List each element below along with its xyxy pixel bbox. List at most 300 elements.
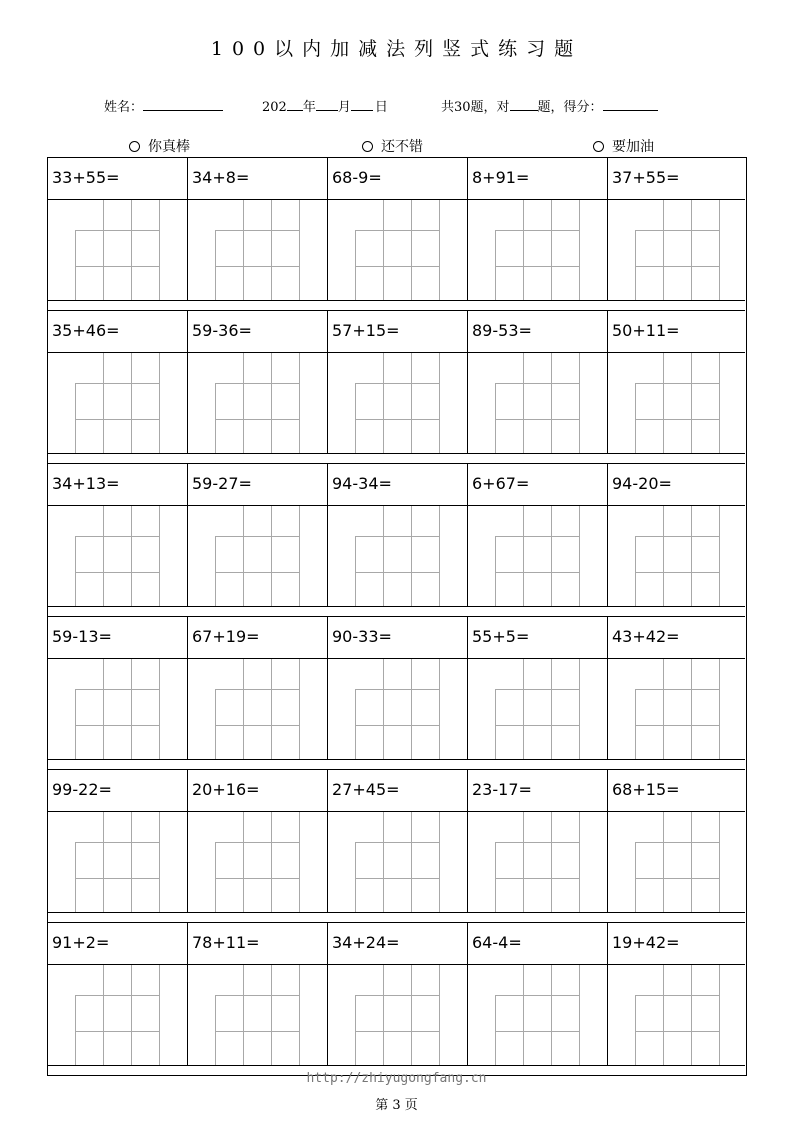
work-area-cell[interactable]: [48, 200, 188, 300]
circle-icon[interactable]: [129, 141, 140, 152]
work-area-cell[interactable]: [468, 506, 608, 606]
problem-cell: [48, 617, 188, 658]
total-suffix: 题，得分：: [537, 100, 603, 115]
problem-text: 34+24=: [332, 933, 400, 952]
grid-line: [299, 812, 300, 912]
grid-line: [663, 812, 664, 912]
problem-row: [48, 770, 745, 812]
grid-line: [495, 842, 496, 912]
problem-text: 34+13=: [52, 474, 120, 493]
work-area-cell[interactable]: [188, 353, 328, 453]
grid-line: [215, 842, 299, 843]
vertical-calculation-grid: [635, 965, 719, 1065]
vertical-calculation-grid: [495, 965, 579, 1065]
problem-text: 19+42=: [612, 933, 680, 952]
name-label: 姓名：: [104, 100, 144, 115]
problem-row: [48, 464, 745, 506]
work-area-cell[interactable]: [328, 965, 468, 1065]
grid-line: [635, 536, 636, 606]
grid-line: [215, 995, 216, 1065]
grid-line: [355, 419, 439, 420]
grid-line: [719, 812, 720, 912]
problem-row-block: [48, 464, 745, 606]
grid-line: [75, 572, 159, 573]
grid-line: [215, 689, 216, 759]
work-area-cell[interactable]: [188, 965, 328, 1065]
vertical-calculation-grid: [215, 506, 299, 606]
grid-line: [579, 812, 580, 912]
problem-cell: [608, 617, 745, 658]
grid-line: [411, 200, 412, 300]
grid-line: [271, 200, 272, 300]
grid-line: [495, 689, 496, 759]
problem-cell: [328, 617, 468, 658]
work-area-cell[interactable]: [48, 353, 188, 453]
grid-line: [215, 230, 216, 300]
grid-line: [75, 230, 159, 231]
year-label: 年: [302, 100, 316, 115]
problem-text: 43+42=: [612, 627, 680, 646]
grid-line: [355, 995, 356, 1065]
grid-line: [495, 383, 496, 453]
problem-text: 27+45=: [332, 780, 400, 799]
problem-text: 23-17=: [472, 780, 532, 799]
total-prefix: 共30题，对: [441, 100, 510, 115]
grid-line: [75, 995, 76, 1065]
day-blank[interactable]: [351, 97, 373, 111]
grid-line: [75, 419, 159, 420]
grid-line: [663, 965, 664, 1065]
problem-text: 35+46=: [52, 321, 120, 340]
circle-icon[interactable]: [362, 141, 373, 152]
source-url: http://zhiyugongfang.cn: [306, 1071, 487, 1086]
work-area-cell[interactable]: [608, 659, 745, 759]
rating-label: 还不错: [381, 139, 423, 155]
row-separator-line: [48, 453, 745, 454]
grid-line: [663, 659, 664, 759]
grid-line: [243, 506, 244, 606]
grid-line: [75, 842, 159, 843]
problem-text: 91+2=: [52, 933, 110, 952]
grid-line: [243, 659, 244, 759]
grid-line: [299, 965, 300, 1065]
vertical-calculation-grid: [75, 200, 159, 300]
rating-option-great[interactable]: [129, 136, 190, 156]
grid-line: [635, 383, 719, 384]
problem-cell: [608, 158, 745, 199]
grid-line: [635, 842, 636, 912]
grid-line: [551, 812, 552, 912]
problem-row: [48, 311, 745, 353]
work-area-cell[interactable]: [188, 659, 328, 759]
problem-cell: [188, 311, 328, 352]
grid-line: [215, 995, 299, 996]
problem-row-block: [48, 770, 745, 912]
work-area-cell[interactable]: [328, 812, 468, 912]
grid-line: [719, 659, 720, 759]
grid-line: [215, 419, 299, 420]
grid-line: [579, 659, 580, 759]
date-field[interactable]: [262, 96, 388, 115]
work-row: [48, 506, 745, 606]
grid-line: [75, 725, 159, 726]
work-row: [48, 200, 745, 300]
grid-line: [355, 725, 439, 726]
grid-line: [719, 200, 720, 300]
grid-line: [495, 383, 579, 384]
grid-line: [131, 812, 132, 912]
grid-line: [75, 689, 76, 759]
grid-line: [75, 689, 159, 690]
vertical-calculation-grid: [495, 506, 579, 606]
problem-cell: [188, 617, 328, 658]
grid-line: [691, 659, 692, 759]
work-area-cell[interactable]: [608, 506, 745, 606]
vertical-calculation-grid: [355, 200, 439, 300]
work-area-cell[interactable]: [48, 812, 188, 912]
grid-line: [523, 812, 524, 912]
month-blank[interactable]: [316, 97, 338, 111]
vertical-calculation-grid: [635, 812, 719, 912]
problem-row: [48, 617, 745, 659]
grid-line: [411, 659, 412, 759]
problem-text: 94-20=: [612, 474, 672, 493]
problem-cell: [608, 923, 745, 964]
grid-line: [523, 200, 524, 300]
grid-line: [355, 536, 356, 606]
grid-line: [495, 266, 579, 267]
grid-line: [355, 383, 356, 453]
grid-line: [635, 995, 636, 1065]
problem-cell: [188, 464, 328, 505]
vertical-calculation-grid: [355, 506, 439, 606]
vertical-calculation-grid: [215, 812, 299, 912]
work-area-cell[interactable]: [468, 965, 608, 1065]
problem-cell: [328, 770, 468, 811]
problem-text: 37+55=: [612, 168, 680, 187]
grid-line: [103, 659, 104, 759]
grid-line: [635, 689, 636, 759]
work-area-cell[interactable]: [188, 200, 328, 300]
grid-line: [75, 266, 159, 267]
problem-text: 20+16=: [192, 780, 260, 799]
grid-line: [439, 200, 440, 300]
name-field[interactable]: [104, 96, 223, 115]
grid-line: [579, 965, 580, 1065]
problem-text: 59-13=: [52, 627, 112, 646]
page-number: 第 3 页: [375, 1098, 418, 1113]
problem-row-block: [48, 311, 745, 453]
vertical-calculation-grid: [215, 200, 299, 300]
grid-line: [215, 383, 299, 384]
grid-line: [495, 230, 496, 300]
problem-row-block: [48, 617, 745, 759]
grid-line: [551, 659, 552, 759]
vertical-calculation-grid: [215, 353, 299, 453]
grid-line: [691, 353, 692, 453]
year-prefix: 202: [262, 100, 287, 115]
grid-line: [495, 878, 579, 879]
grid-line: [495, 1031, 579, 1032]
problem-text: 57+15=: [332, 321, 400, 340]
vertical-calculation-grid: [635, 659, 719, 759]
grid-line: [383, 506, 384, 606]
correct-count-blank[interactable]: [510, 97, 538, 111]
rating-option-try-harder[interactable]: [593, 136, 654, 156]
grid-line: [439, 812, 440, 912]
work-area-cell[interactable]: [328, 506, 468, 606]
problem-cell: [468, 923, 608, 964]
problem-cell: [608, 770, 745, 811]
vertical-calculation-grid: [75, 353, 159, 453]
problem-cell: [608, 464, 745, 505]
grid-line: [439, 506, 440, 606]
problem-cell: [188, 158, 328, 199]
score-field[interactable]: [441, 96, 658, 115]
grid-line: [355, 689, 356, 759]
grid-line: [719, 506, 720, 606]
grid-line: [439, 659, 440, 759]
grid-line: [691, 812, 692, 912]
grid-line: [635, 842, 719, 843]
problem-text: 33+55=: [52, 168, 120, 187]
grid-line: [495, 995, 496, 1065]
work-area-cell[interactable]: [608, 812, 745, 912]
day-label: 日: [374, 100, 388, 115]
grid-line: [355, 842, 439, 843]
problem-cell: [48, 464, 188, 505]
vertical-calculation-grid: [495, 659, 579, 759]
grid-line: [159, 200, 160, 300]
grid-line: [551, 965, 552, 1065]
grid-line: [355, 878, 439, 879]
grid-line: [495, 572, 579, 573]
vertical-calculation-grid: [495, 353, 579, 453]
grid-line: [523, 659, 524, 759]
grid-line: [495, 995, 579, 996]
grid-line: [411, 506, 412, 606]
work-area-cell[interactable]: [468, 659, 608, 759]
grid-line: [355, 230, 356, 300]
grid-line: [103, 812, 104, 912]
grid-line: [215, 1031, 299, 1032]
row-separator-line: [48, 912, 745, 913]
grid-line: [215, 842, 216, 912]
problem-cell: [468, 158, 608, 199]
work-row: [48, 353, 745, 453]
name-blank[interactable]: [143, 97, 223, 111]
vertical-calculation-grid: [355, 965, 439, 1065]
problem-row-block: [48, 923, 745, 1065]
grid-line: [635, 1031, 719, 1032]
grid-line: [159, 965, 160, 1065]
worksheet-table: [47, 157, 747, 1076]
grid-line: [635, 995, 719, 996]
problem-text: 64-4=: [472, 933, 522, 952]
grid-line: [75, 1031, 159, 1032]
grid-line: [131, 659, 132, 759]
problem-text: 68+15=: [612, 780, 680, 799]
problem-row: [48, 158, 745, 200]
grid-line: [75, 536, 159, 537]
grid-line: [159, 812, 160, 912]
grid-line: [635, 419, 719, 420]
problem-text: 68-9=: [332, 168, 382, 187]
grid-line: [215, 266, 299, 267]
grid-line: [299, 353, 300, 453]
row-separator-line: [48, 300, 745, 301]
grid-line: [411, 812, 412, 912]
problem-cell: [188, 770, 328, 811]
rating-label: 你真棒: [148, 139, 190, 155]
grid-line: [355, 1031, 439, 1032]
work-area-cell[interactable]: [328, 659, 468, 759]
grid-line: [495, 536, 496, 606]
work-row: [48, 965, 745, 1065]
grid-line: [159, 506, 160, 606]
grid-line: [75, 383, 76, 453]
problem-text: 89-53=: [472, 321, 532, 340]
work-area-cell[interactable]: [328, 353, 468, 453]
grid-line: [271, 965, 272, 1065]
grid-line: [523, 965, 524, 1065]
grid-line: [355, 230, 439, 231]
vertical-calculation-grid: [355, 812, 439, 912]
grid-line: [495, 230, 579, 231]
work-area-cell[interactable]: [328, 200, 468, 300]
work-row: [48, 812, 745, 912]
grid-line: [635, 266, 719, 267]
grid-line: [103, 965, 104, 1065]
work-area-cell[interactable]: [608, 965, 745, 1065]
problem-cell: [328, 923, 468, 964]
grid-line: [299, 506, 300, 606]
grid-line: [131, 353, 132, 453]
grid-line: [551, 506, 552, 606]
grid-line: [355, 842, 356, 912]
row-separator-line: [48, 1065, 745, 1066]
score-blank[interactable]: [603, 97, 658, 111]
work-area-cell[interactable]: [468, 200, 608, 300]
grid-line: [271, 506, 272, 606]
year-blank[interactable]: [287, 97, 303, 111]
grid-line: [495, 725, 579, 726]
work-area-cell[interactable]: [468, 812, 608, 912]
problem-cell: [188, 923, 328, 964]
problem-text: 59-36=: [192, 321, 252, 340]
problem-cell: [48, 923, 188, 964]
grid-line: [75, 995, 159, 996]
grid-line: [495, 689, 579, 690]
grid-line: [495, 536, 579, 537]
grid-line: [159, 353, 160, 453]
problem-cell: [328, 464, 468, 505]
grid-line: [635, 572, 719, 573]
vertical-calculation-grid: [215, 659, 299, 759]
grid-line: [523, 506, 524, 606]
grid-line: [215, 878, 299, 879]
grid-line: [243, 353, 244, 453]
grid-line: [215, 536, 299, 537]
problem-text: 90-33=: [332, 627, 392, 646]
rating-option-good[interactable]: [362, 136, 423, 156]
problem-text: 34+8=: [192, 168, 250, 187]
problem-cell: [468, 770, 608, 811]
work-area-cell[interactable]: [48, 506, 188, 606]
grid-line: [75, 230, 76, 300]
grid-line: [215, 230, 299, 231]
vertical-calculation-grid: [215, 965, 299, 1065]
grid-line: [159, 659, 160, 759]
grid-line: [299, 659, 300, 759]
problem-row: [48, 923, 745, 965]
grid-line: [691, 506, 692, 606]
grid-line: [243, 200, 244, 300]
problem-cell: [468, 464, 608, 505]
problem-cell: [468, 311, 608, 352]
grid-line: [215, 725, 299, 726]
grid-line: [663, 353, 664, 453]
circle-icon[interactable]: [593, 141, 604, 152]
grid-line: [355, 689, 439, 690]
grid-line: [383, 812, 384, 912]
grid-line: [299, 200, 300, 300]
grid-line: [383, 200, 384, 300]
grid-line: [355, 536, 439, 537]
work-area-cell[interactable]: [608, 200, 745, 300]
grid-line: [355, 266, 439, 267]
problem-cell: [328, 311, 468, 352]
grid-line: [579, 506, 580, 606]
grid-line: [691, 965, 692, 1065]
grid-line: [719, 965, 720, 1065]
vertical-calculation-grid: [635, 506, 719, 606]
grid-line: [215, 689, 299, 690]
rating-label: 要加油: [612, 139, 654, 155]
work-row: [48, 659, 745, 759]
vertical-calculation-grid: [75, 506, 159, 606]
work-area-cell[interactable]: [608, 353, 745, 453]
grid-line: [579, 200, 580, 300]
grid-line: [691, 200, 692, 300]
grid-line: [271, 812, 272, 912]
vertical-calculation-grid: [75, 812, 159, 912]
work-area-cell[interactable]: [468, 353, 608, 453]
work-area-cell[interactable]: [48, 965, 188, 1065]
grid-line: [243, 812, 244, 912]
work-area-cell[interactable]: [188, 812, 328, 912]
rating-options: [0, 136, 793, 156]
grid-line: [75, 383, 159, 384]
work-area-cell[interactable]: [188, 506, 328, 606]
vertical-calculation-grid: [75, 965, 159, 1065]
vertical-calculation-grid: [635, 200, 719, 300]
grid-line: [215, 383, 216, 453]
vertical-calculation-grid: [355, 353, 439, 453]
work-area-cell[interactable]: [48, 659, 188, 759]
vertical-calculation-grid: [495, 200, 579, 300]
grid-line: [131, 965, 132, 1065]
grid-line: [75, 842, 76, 912]
grid-line: [495, 842, 579, 843]
grid-line: [383, 353, 384, 453]
grid-line: [383, 659, 384, 759]
grid-line: [271, 659, 272, 759]
month-label: 月: [337, 100, 351, 115]
grid-line: [663, 200, 664, 300]
problem-text: 67+19=: [192, 627, 260, 646]
grid-line: [495, 419, 579, 420]
